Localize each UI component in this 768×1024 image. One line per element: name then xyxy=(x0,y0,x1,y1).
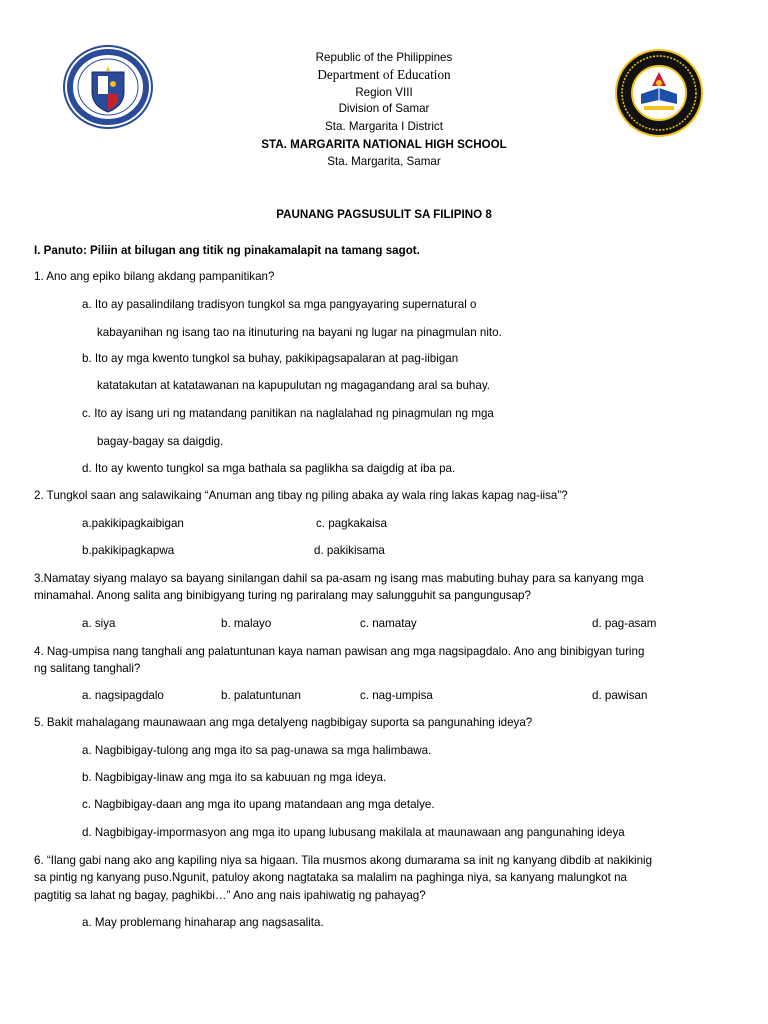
question-3-choice-d: d. pag-asam xyxy=(592,617,657,630)
question-2-choice-d: d. pakikisama xyxy=(314,544,385,557)
question-6-stem-cont: sa pintig ng kanyang puso.Ngunit, patuloy akong nagtataka sa malalim na paghinga niya, sa kanyang malungkot na xyxy=(34,871,627,884)
question-3-stem-cont: minamahal. Anong salita ang binibigyang turing ng pariralang may salungguhit sa pangungusap? xyxy=(34,589,531,602)
question-4-stem-cont: ng salitang tanghali? xyxy=(34,662,141,675)
question-5-choice-b: b. Nagbibigay-linaw ang mga ito sa kabuuan ng mga ideya. xyxy=(82,771,387,784)
question-4-choice-d: d. pawisan xyxy=(592,689,648,702)
question-6-choice-a: a. May problemang hinaharap ang nagsasalita. xyxy=(82,916,324,929)
question-3-stem: 3.Namatay siyang malayo sa bayang sinilangan dahil sa pa-asam ng isang mas mabuting buhay para sa kanyang mga xyxy=(34,572,644,585)
question-1-choice-c-cont: bagay-bagay sa daigdig. xyxy=(97,435,224,448)
question-1-choice-b: b. Ito ay mga kwento tungkol sa buhay, pakikipagsapalaran at pag-iibigan xyxy=(82,352,459,365)
question-4-choice-b: b. palatuntunan xyxy=(221,689,301,702)
header-address: Sta. Margarita, Samar xyxy=(327,155,441,168)
question-3-choice-c: c. namatay xyxy=(360,617,417,630)
question-5-choice-a: a. Nagbibigay-tulong ang mga ito sa pag-unawa sa mga halimbawa. xyxy=(82,744,432,757)
header-region: Region VIII xyxy=(355,86,413,99)
header-department: Department of Education xyxy=(317,67,451,82)
header-division: Division of Samar xyxy=(338,102,430,115)
header-school-name: STA. MARGARITA NATIONAL HIGH SCHOOL xyxy=(261,138,507,151)
question-1-stem: 1. Ano ang epiko bilang akdang pampanitikan? xyxy=(34,270,275,283)
question-1-choice-a: a. Ito ay pasalindilang tradisyon tungkol sa mga pangyayaring supernatural o xyxy=(82,298,477,311)
question-2-choice-b: b.pakikipagkapwa xyxy=(82,544,175,557)
question-1-choice-d: d. Ito ay kwento tungkol sa mga bathala sa paglikha sa daigdig at iba pa. xyxy=(82,462,456,475)
test-title: PAUNANG PAGSUSULIT SA FILIPINO 8 xyxy=(276,208,492,221)
header-republic: Republic of the Philippines xyxy=(315,51,453,64)
question-5-choice-d: d. Nagbibigay-impormasyon ang mga ito upang lubusang makilala at maunawaan ang pangunahing ideya xyxy=(82,826,625,839)
question-1-choice-c: c. Ito ay isang uri ng matandang panitikan na naglalahad ng pinagmulan ng mga xyxy=(82,407,494,420)
question-4-stem: 4. Nag-umpisa nang tanghali ang palatuntunan kaya naman pawisan ang mga nagsipagdalo. Ano ang binibigyan turing xyxy=(34,645,645,658)
header-district: Sta. Margarita I District xyxy=(325,120,443,133)
question-3-choice-b: b. malayo xyxy=(221,617,272,630)
question-2-choice-c: c. pagkakaisa xyxy=(316,517,387,530)
question-5-stem: 5. Bakit mahalagang maunawaan ang mga detalyeng nagbibigay suporta sa pangunahing ideya? xyxy=(34,716,533,729)
question-5-choice-c: c. Nagbibigay-daan ang mga ito upang matandaan ang mga detalye. xyxy=(82,798,435,811)
question-4-choice-a: a. nagsipagdalo xyxy=(82,689,164,702)
question-3-choice-a: a. siya xyxy=(82,617,116,630)
question-1-choice-a-cont: kabayanihan ng isang tao na itinuturing na bayani ng lugar na pinagmulan nito. xyxy=(97,326,502,339)
question-2-stem: 2. Tungkol saan ang salawikaing “Anuman ang tibay ng piling abaka ay wala ring lakas kapag nag-iisa”? xyxy=(34,489,568,502)
question-6-stem: 6. “Ilang gabi nang ako ang kapiling niya sa higaan. Tila musmos akong dumarama sa init ng kanyang dibdib at nakikinig xyxy=(34,854,653,867)
question-1-choice-b-cont: katatakutan at katatawanan na kapupulutan ng magagandang aral sa buhay. xyxy=(97,379,490,392)
question-6-stem-cont2: pagtitig sa lahat ng bagay, paghikbi…” Ano ang nais ipahiwatig ng pahayag? xyxy=(34,889,426,902)
question-4-choice-c: c. nag-umpisa xyxy=(360,689,433,702)
question-2-choice-a: a.pakikipagkaibigan xyxy=(82,517,184,530)
instructions: I. Panuto: Piliin at bilugan ang titik ng pinakamalapit na tamang sagot. xyxy=(34,244,420,257)
